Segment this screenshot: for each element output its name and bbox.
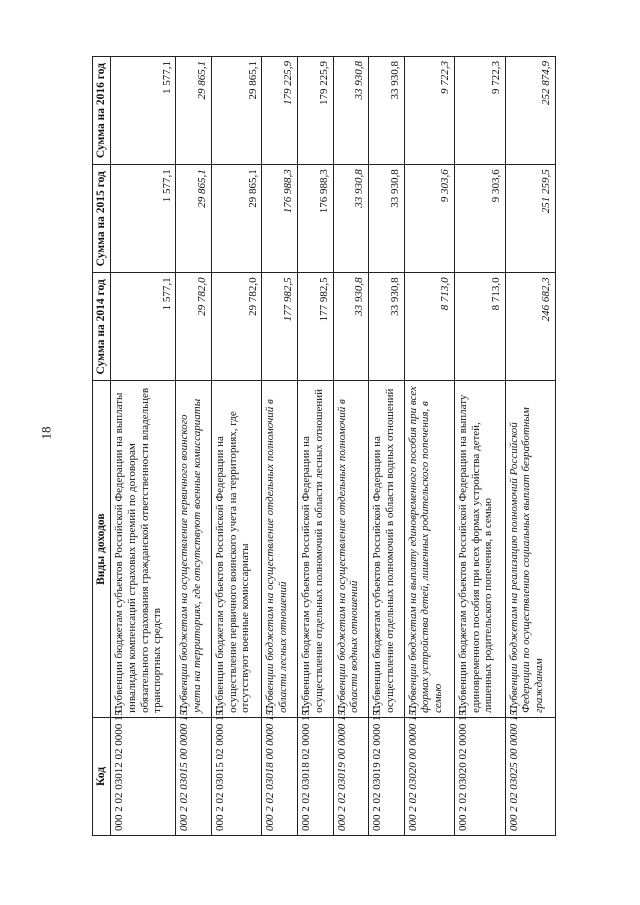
table-row bbox=[262, 57, 298, 836]
table-row bbox=[404, 57, 454, 836]
row-value-2014: 8 713,0 bbox=[404, 273, 454, 381]
row-value-2014: 29 782,0 bbox=[176, 273, 212, 381]
row-value-2016: 179 225,9 bbox=[298, 57, 334, 165]
row-code: 000 2 02 03025 00 0000 151 bbox=[505, 717, 556, 835]
row-name: Субвенции бюджетам на осуществление первичного воинского учета на территориях, где отсутствуют военные комиссариаты bbox=[176, 381, 212, 717]
row-value-2015: 251 259,5 bbox=[505, 165, 556, 273]
table-header-row bbox=[93, 57, 111, 836]
row-value-2016: 29 865,1 bbox=[212, 57, 262, 165]
row-value-2014: 177 982,5 bbox=[262, 273, 298, 381]
row-value-2015: 1 577,1 bbox=[111, 165, 176, 273]
row-value-2015: 9 303,6 bbox=[404, 165, 454, 273]
row-value-2016: 9 722,3 bbox=[455, 57, 505, 165]
row-code: 000 2 02 03019 00 0000 151 bbox=[333, 717, 369, 835]
row-value-2014: 246 682,3 bbox=[505, 273, 556, 381]
row-value-2014: 33 930,8 bbox=[333, 273, 369, 381]
row-value-2015: 176 988,3 bbox=[262, 165, 298, 273]
rotated-table-frame bbox=[92, 56, 556, 836]
revenue-table bbox=[92, 56, 556, 836]
table-row bbox=[212, 57, 262, 836]
row-value-2016: 9 722,3 bbox=[404, 57, 454, 165]
row-value-2015: 33 930,8 bbox=[333, 165, 369, 273]
row-name: Субвенции бюджетам на осуществление отдельных полномочий в области водных отношений bbox=[333, 381, 369, 717]
row-value-2015: 33 930,8 bbox=[369, 165, 405, 273]
header-2016: Сумма на 2016 год bbox=[93, 57, 111, 165]
row-name: Субвенции бюджетам субъектов Российской Федерации на осуществление отдельных полномочий в области лесных отношений bbox=[298, 381, 334, 717]
row-code: 000 2 02 03015 00 0000 151 bbox=[176, 717, 212, 835]
header-name: Виды доходов bbox=[93, 381, 111, 717]
row-code: 000 2 02 03020 02 0000 151 bbox=[455, 717, 505, 835]
row-value-2014: 8 713,0 bbox=[455, 273, 505, 381]
row-value-2016: 29 865,1 bbox=[176, 57, 212, 165]
row-value-2016: 252 874,9 bbox=[505, 57, 556, 165]
row-code: 000 2 02 03020 00 0000 151 bbox=[404, 717, 454, 835]
row-value-2016: 33 930,8 bbox=[333, 57, 369, 165]
row-value-2014: 29 782,0 bbox=[212, 273, 262, 381]
table-row bbox=[333, 57, 369, 836]
row-name: Субвенции бюджетам субъектов Российской Федерации на осуществление первичного воинского учета на территориях, где отсутствуют военные комиссариаты bbox=[212, 381, 262, 717]
row-value-2014: 1 577,1 bbox=[111, 273, 176, 381]
row-value-2014: 33 930,8 bbox=[369, 273, 405, 381]
row-name: Субвенции бюджетам субъектов Российской Федерации на осуществление отдельных полномочий в области водных отношений bbox=[369, 381, 405, 717]
row-name: Субвенции бюджетам субъектов Российской Федерации на выплату единовременного пособия при всех формах устройства детей, лишенных родительского попечения, в семью bbox=[455, 381, 505, 717]
row-name: Субвенции бюджетам на реализацию полномочий Российской Федерации по осуществлению социальных выплат безработным гражданам bbox=[505, 381, 556, 717]
row-value-2014: 177 982,5 bbox=[298, 273, 334, 381]
row-name: Субвенции бюджетам субъектов Российской Федерации на выплаты инвалидам компенсаций страховых премий по договорам обязательного страхования гражданской ответственности владельцев транспортных средств bbox=[111, 381, 176, 717]
header-2014: Сумма на 2014 год bbox=[93, 273, 111, 381]
row-value-2015: 29 865,1 bbox=[212, 165, 262, 273]
row-value-2016: 179 225,9 bbox=[262, 57, 298, 165]
header-code: Код bbox=[93, 717, 111, 835]
table-body bbox=[111, 57, 556, 836]
table-row bbox=[176, 57, 212, 836]
row-name: Субвенции бюджетам на выплату единовременного пособия при всех формах устройства детей, лишенных родительского попечения, в семью bbox=[404, 381, 454, 717]
table-row bbox=[505, 57, 556, 836]
row-code: 000 2 02 03015 02 0000 151 bbox=[212, 717, 262, 835]
table-row bbox=[111, 57, 176, 836]
table-row bbox=[369, 57, 405, 836]
row-code: 000 2 02 03012 02 0000 151 bbox=[111, 717, 176, 835]
table-row bbox=[455, 57, 505, 836]
row-value-2016: 33 930,8 bbox=[369, 57, 405, 165]
header-2015: Сумма на 2015 год bbox=[93, 165, 111, 273]
row-value-2015: 176 988,3 bbox=[298, 165, 334, 273]
table-row bbox=[298, 57, 334, 836]
row-value-2015: 29 865,1 bbox=[176, 165, 212, 273]
row-code: 000 2 02 03019 02 0000 151 bbox=[369, 717, 405, 835]
page-number: 18 bbox=[38, 426, 54, 440]
row-code: 000 2 02 03018 02 0000 151 bbox=[298, 717, 334, 835]
row-code: 000 2 02 03018 00 0000 151 bbox=[262, 717, 298, 835]
row-name: Субвенции бюджетам на осуществление отдельных полномочий в области лесных отношений bbox=[262, 381, 298, 717]
row-value-2015: 9 303,6 bbox=[455, 165, 505, 273]
row-value-2016: 1 577,1 bbox=[111, 57, 176, 165]
